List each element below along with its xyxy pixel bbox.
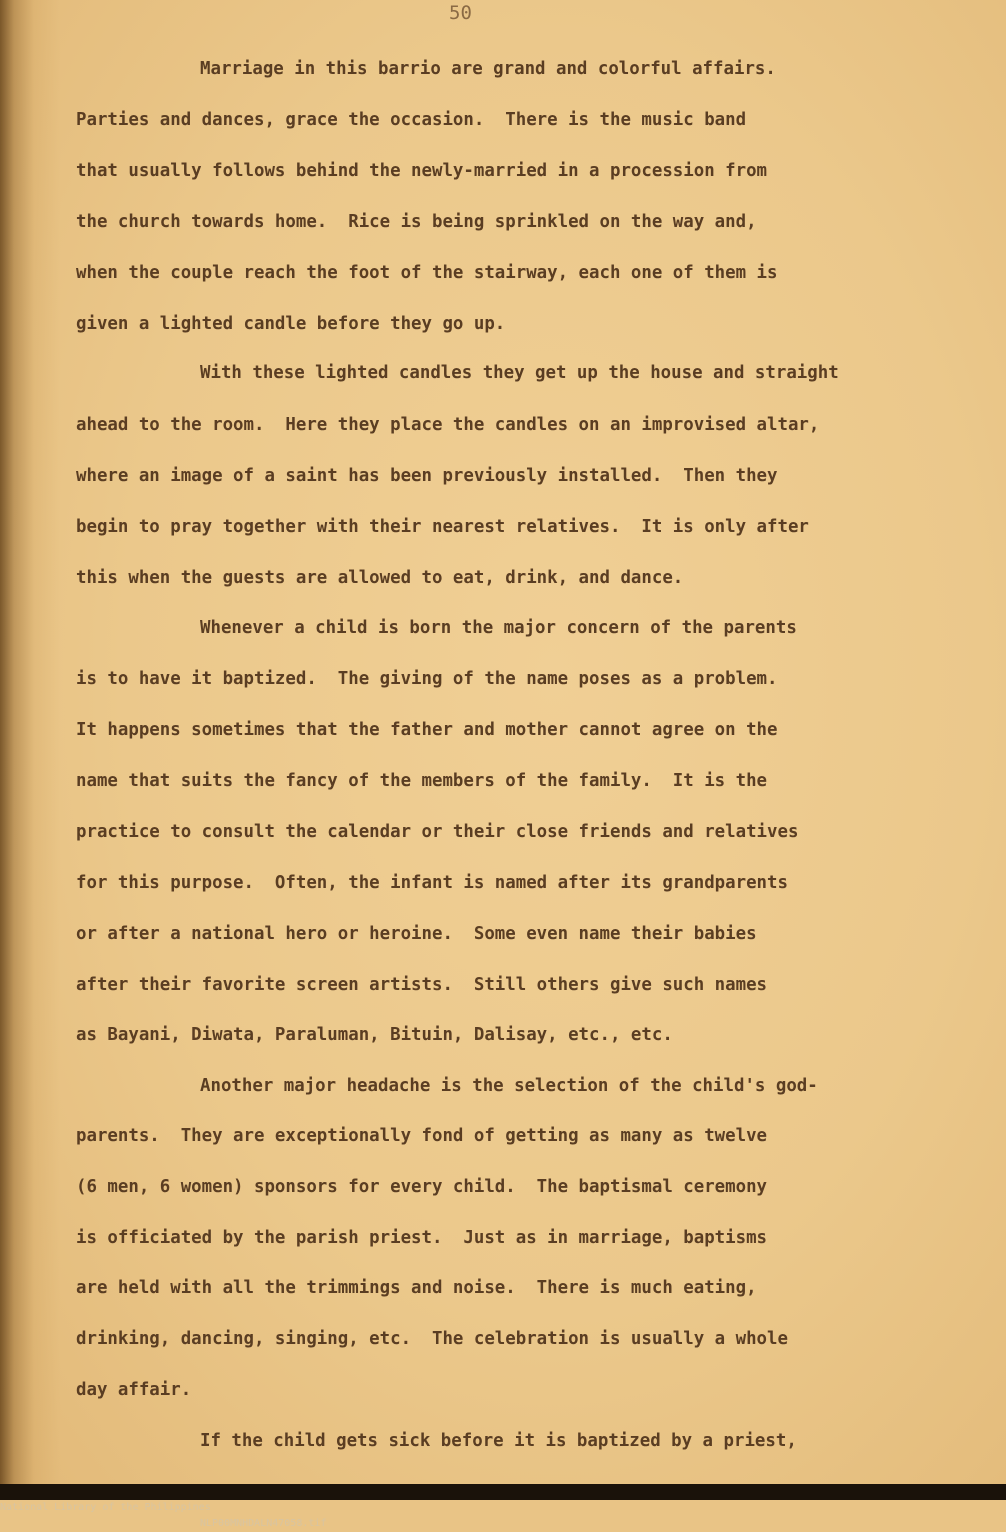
library-credit: National Library of the Philippines	[0, 1502, 211, 1513]
text-line: (6 men, 6 women) sponsors for every child. The baptismal ceremony	[76, 1177, 768, 1197]
text-line: after their favorite screen artists. Still others give such names	[76, 975, 768, 995]
text-line: or after a national hero or heroine. Some even name their babies	[76, 924, 757, 944]
text-line: Another major headache is the selection of the child's god-	[200, 1076, 818, 1096]
text-line: drinking, dancing, singing, etc. The celebration is usually a whole	[76, 1329, 788, 1349]
text-line: It happens sometimes that the father and mother cannot agree on the	[76, 720, 778, 740]
text-line: as Bayani, Diwata, Paraluman, Bituin, Dalisay, etc., etc.	[76, 1025, 673, 1045]
page-number: 50	[449, 2, 472, 24]
text-line: given a lighted candle before they go up.	[76, 314, 506, 334]
text-line: If the child gets sick before it is baptized by a priest,	[200, 1431, 797, 1451]
text-line: where an image of a saint has been previously installed. Then they	[76, 466, 778, 486]
text-line: Marriage in this barrio are grand and colorful affairs.	[200, 59, 776, 79]
text-line: Whenever a child is born the major concern of the parents	[200, 618, 797, 638]
text-line: the church towards home. Rice is being sprinkled on the way and,	[76, 212, 757, 232]
text-line: for this purpose. Often, the infant is named after its grandparents	[76, 873, 788, 893]
text-line: day affair.	[76, 1380, 192, 1400]
text-line: is to have it baptized. The giving of the name poses as a problem.	[76, 669, 778, 689]
text-line: when the couple reach the foot of the stairway, each one of them is	[76, 263, 778, 283]
scan-footer	[0, 1484, 1006, 1529]
text-line: practice to consult the calendar or their close friends and relatives	[76, 822, 799, 842]
text-line: this when the guests are allowed to eat, drink, and dance.	[76, 568, 684, 588]
text-line: is officiated by the parish priest. Just as in marriage, baptisms	[76, 1228, 768, 1248]
scan-filename: NLP00MNHDALN47058.tif	[200, 1518, 327, 1529]
text-line: that usually follows behind the newly-married in a procession from	[76, 161, 768, 181]
text-line: Parties and dances, grace the occasion. There is the music band	[76, 110, 747, 130]
text-line: name that suits the fancy of the members of the family. It is the	[76, 771, 768, 791]
text-line: are held with all the trimmings and noise. There is much eating,	[76, 1278, 757, 1298]
text-line: begin to pray together with their nearest relatives. It is only after	[76, 517, 809, 537]
text-line: With these lighted candles they get up the house and straight	[200, 363, 839, 383]
text-line: ahead to the room. Here they place the candles on an improvised altar,	[76, 415, 820, 435]
text-line: parents. They are exceptionally fond of getting as many as twelve	[76, 1126, 768, 1146]
